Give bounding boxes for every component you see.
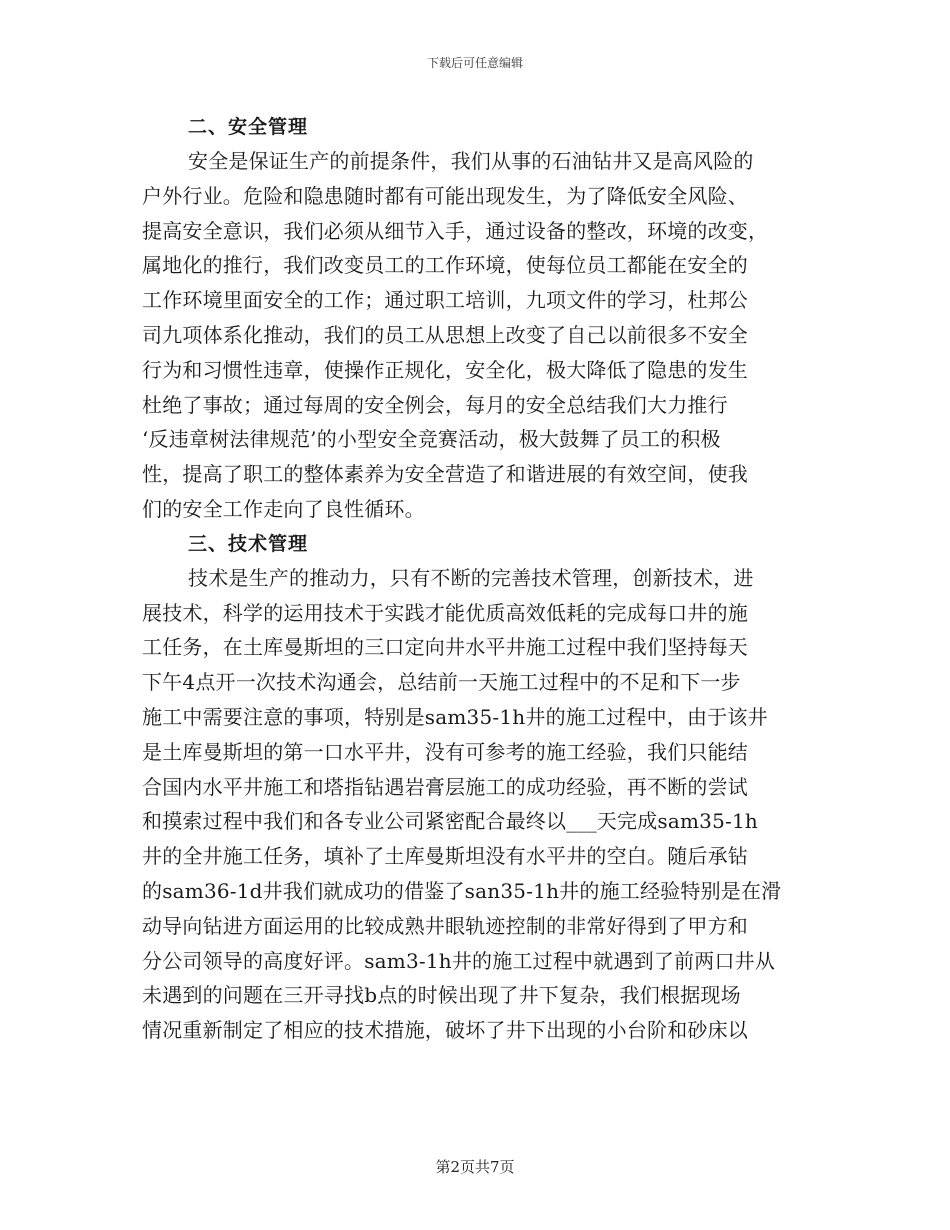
text-line: 和摸索过程中我们和各专业公司紧密配合最终以___天完成sam35-1h	[142, 809, 758, 834]
text-line: 分公司领导的高度好评。sam3-1h井的施工过程中就遇到了前两口井从	[142, 948, 776, 973]
text-line: 未遇到的问题在三开寻找b点的时候出现了井下复杂，我们根据现场	[142, 983, 741, 1008]
document-body	[142, 110, 810, 1048]
text-line: 井的全井施工任务，填补了土库曼斯坦没有水平井的空白。随后承钻	[142, 844, 748, 869]
text-line: 提高安全意识，我们必须从细节入手，通过设备的整改，环境的改变，	[142, 218, 769, 243]
text-line: 性，提高了职工的整体素养为安全营造了和谐进展的有效空间，使我	[142, 462, 748, 487]
text-line: 杜绝了事故；通过每周的安全例会，每月的安全总结我们大力推行	[142, 392, 728, 417]
text-line: 下午4点开一次技术沟通会，总结前一天施工过程中的不足和下一步	[142, 670, 741, 695]
text-line: 展技术，科学的运用技术于实践才能优质高效低耗的完成每口井的施	[142, 600, 748, 625]
text-line: 情况重新制定了相应的技术措施，破坏了井下出现的小台阶和砂床以	[142, 1018, 748, 1043]
text-line: 司九项体系化推动，我们的员工从思想上改变了自己以前很多不安全	[142, 322, 748, 347]
paragraph-safety	[142, 144, 810, 527]
text-line: 是土库曼斯坦的第一口水平井，没有可参考的施工经验，我们只能结	[142, 739, 748, 764]
text-line: 合国内水平井施工和塔指钻遇岩膏层施工的成功经验，再不断的尝试	[142, 774, 748, 799]
page-footer: 第2页共7页	[435, 1158, 515, 1176]
text-line: 们的安全工作走向了良性循环。	[142, 496, 425, 521]
paragraph-technology	[142, 561, 810, 1048]
text-line: 安全是保证生产的前提条件，我们从事的石油钻井又是高风险的	[188, 149, 754, 173]
text-line: 户外行业。危险和隐患随时都有可能出现发生，为了降低安全风险、	[142, 183, 748, 208]
text-line: ‘反违章树法律规范’的小型安全竞赛活动，极大鼓舞了员工的积极	[142, 427, 721, 452]
section-heading-technology: 三、技术管理	[188, 532, 309, 555]
text-line: 动导向钻进方面运用的比较成熟井眼轨迹控制的非常好得到了甲方和	[142, 913, 748, 938]
text-line: 工作环境里面安全的工作；通过职工培训，九项文件的学习，杜邦公	[142, 288, 748, 313]
text-line: 的sam36-1d井我们就成功的借鉴了san35-1h井的施工经验特别是在滑	[142, 878, 782, 903]
text-line: 行为和习惯性违章，使操作正规化，安全化，极大降低了隐患的发生	[142, 357, 748, 382]
text-line: 施工中需要注意的事项，特别是sam35-1h井的施工过程中，由于该井	[142, 704, 768, 729]
text-line: 技术是生产的推动力，只有不断的完善技术管理，创新技术，进	[188, 565, 754, 590]
section-heading-safety: 二、安全管理	[188, 116, 309, 138]
text-line: 工任务，在土库曼斯坦的三口定向井水平井施工过程中我们坚持每天	[142, 635, 748, 660]
text-line: 属地化的推行，我们改变员工的工作环境，使每位员工都能在安全的	[142, 253, 748, 278]
page-header: 下载后可任意编辑	[426, 56, 523, 70]
